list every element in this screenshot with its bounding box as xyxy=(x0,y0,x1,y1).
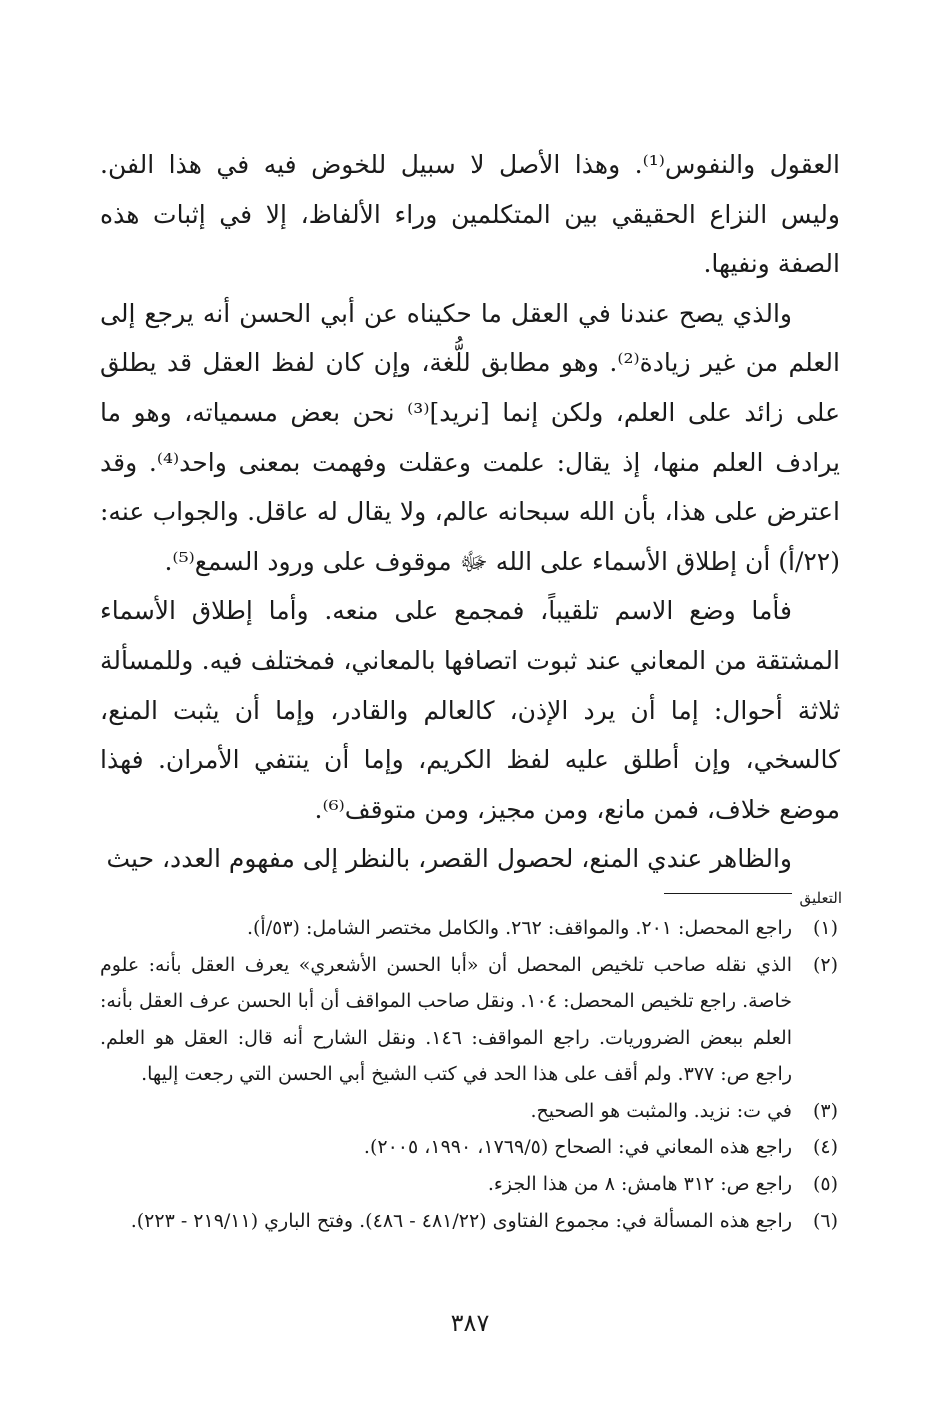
footnote-item xyxy=(100,1166,840,1203)
footnote-text: راجع هذه المسألة في: مجموع الفتاوى (٤٨١/٢٢ - ٤٨٦). وفتح الباري (٢١٩/١١ - ٢٢٣). xyxy=(130,1209,792,1232)
footnote-separator xyxy=(100,888,840,908)
document-page xyxy=(100,140,840,1239)
footnote-text: الذي نقله صاحب تلخيص المحصل أن «أبا الحسن الأشعري» يعرف العقل بأنه: علوم خاصة. راجع تلخيص المحصل: ١٠٤. ونقل صاحب المواقف أن أبا الحسن عرف العقل بأنه: العلم ببعض الضروريات. راجع المواقف: ١٤٦. ونقل الشارح أنه قال: العقل هو العلم. راجع ص: ٣٧٧. ولم أقف على هذا الحد في كتب الشيخ أبي الحسن التي رجعت إليها. xyxy=(100,953,792,1086)
paragraph: والظاهر عندي المنع، لحصول القصر، بالنظر إلى مفهوم العدد، حيث xyxy=(106,844,792,874)
footnote-item xyxy=(100,910,840,947)
footnote-item xyxy=(100,1203,840,1240)
paragraph: فأما وضع الاسم تلقيباً، فمجمع على منعه. وأما إطلاق الأسماء المشتقة من المعاني عند ثبوت اتصافها بالمعاني، فمختلف فيه. وللمسألة ثلاثة أحوال: إما أن يرد الإذن، كالعالم والقادر، وإما أن يثبت المنع، كالسخي، وإن أطلق عليه لفظ الكريم، وإما أن ينتفي الأمران. فهذا موضع خلاف، فمن مانع، ومن مجيز، ومن متوقف⁽⁶⁾. xyxy=(100,596,840,824)
footnote-item xyxy=(100,1093,840,1130)
footnote-number: (٦) xyxy=(812,1209,838,1232)
footnote-text: راجع ص: ٣١٢ هامش: ٨ من هذا الجزء. xyxy=(487,1173,792,1196)
footnotes xyxy=(100,910,840,1239)
footnote-number: (٢) xyxy=(812,953,838,976)
footnote-item xyxy=(100,947,840,1093)
footnote-text: راجع هذه المعاني في: الصحاح (١٧٦٩/٥، ١٩٩٠، ٢٠٠٥). xyxy=(363,1136,792,1159)
footnote-number: (٤) xyxy=(812,1136,838,1159)
footnote-label: التعليق xyxy=(799,888,842,907)
footnote-item xyxy=(100,1129,840,1166)
footnote-rule xyxy=(664,893,792,894)
paragraph: والذي يصح عندنا في العقل ما حكيناه عن أبي الحسن أنه يرجع إلى العلم من غير زيادة⁽²⁾. وهو مطابق للُّغة، وإن كان لفظ العقل قد يطلق على زائد على العلم، ولكن إنما [نريد]⁽³⁾ نحن بعض مسمياته، وهو ما يرادف العلم منها، إذ يقال: علمت وعقلت وفهمت بمعنى واحد⁽⁴⁾. وقد اعترض على هذا، بأن الله سبحانه عالم، ولا يقال له عاقل. والجواب عنه: (٢٢/أ) أن إطلاق الأسماء على الله ﷻ موقوف على ورود السمع⁽⁵⁾. xyxy=(100,298,841,576)
footnote-text: في ت: نزيد. والمثبت هو الصحيح. xyxy=(530,1099,792,1122)
footnote-number: (٥) xyxy=(812,1173,838,1196)
footnote-number: (٣) xyxy=(812,1099,838,1122)
paragraph: العقول والنفوس⁽¹⁾. وهذا الأصل لا سبيل للخوض فيه في هذا الفن. وليس النزاع الحقيقي بين المتكلمين وراء الألفاظ، إلا في إثبات هذه الصفة ونفيها. xyxy=(100,150,840,279)
page-number: ٣٨٧ xyxy=(450,1309,490,1337)
footnote-number: (١) xyxy=(812,916,838,939)
main-text xyxy=(100,140,840,884)
footnote-text: راجع المحصل: ٢٠١. والمواقف: ٢٦٢. والكامل مختصر الشامل: (٥٣/أ). xyxy=(246,916,792,939)
